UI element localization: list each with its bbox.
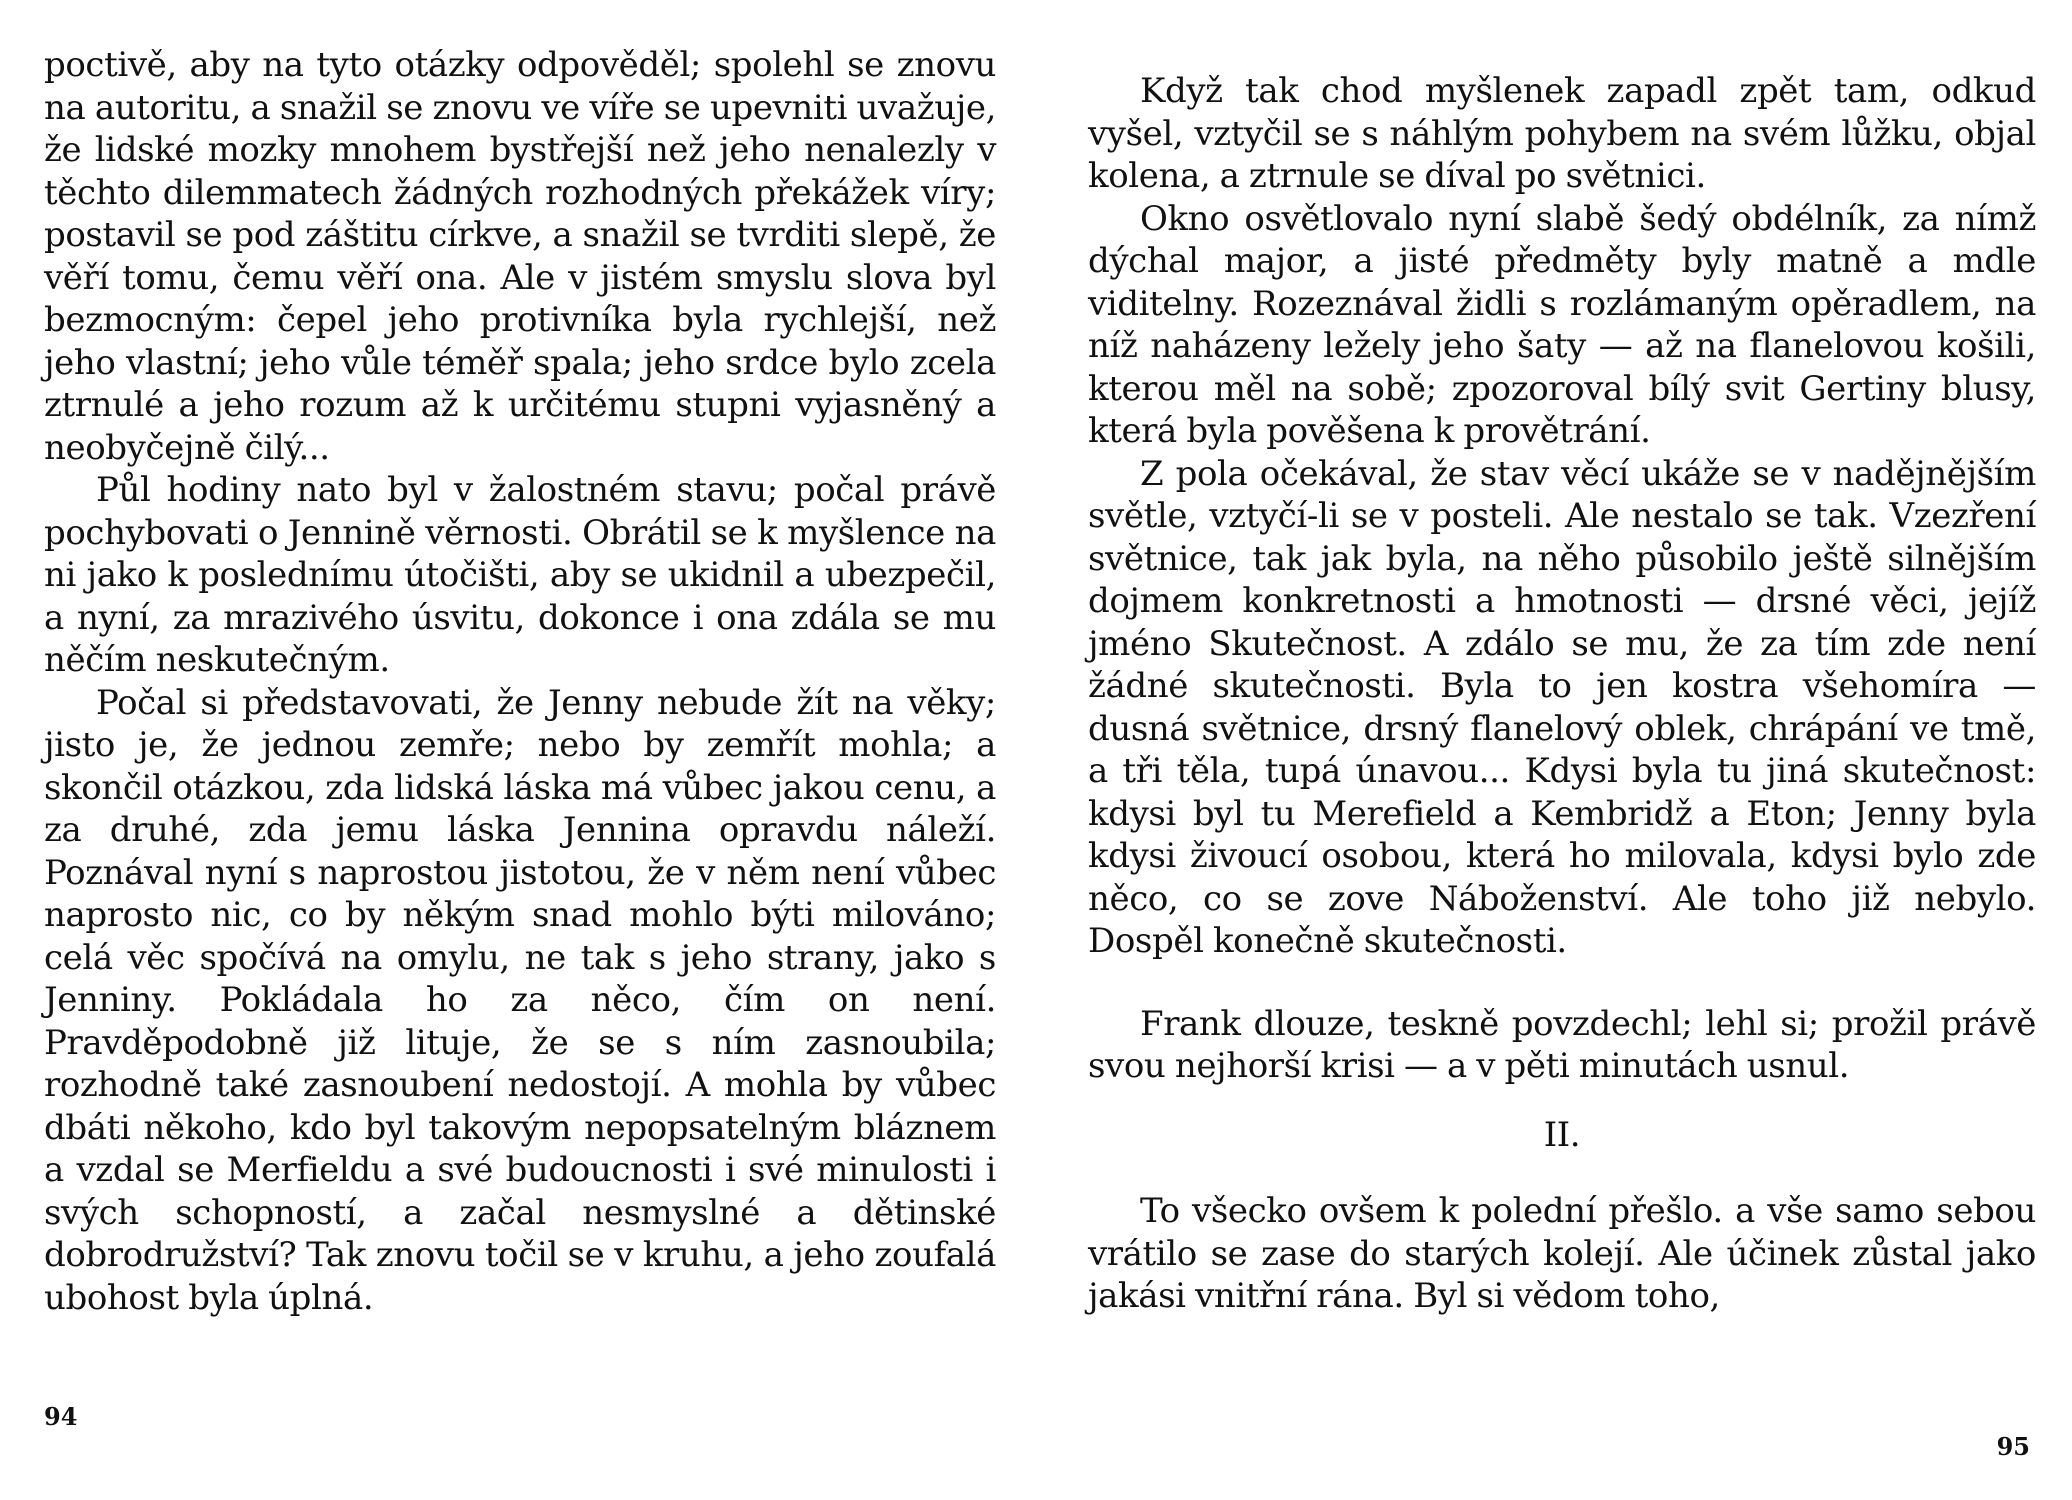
left-page-text xyxy=(44,44,996,1319)
right-paragraph-2: Okno osvětlovalo nyní slabě šedý obdélník, za nímž dýchal major, a jisté předměty byly matně a mdle viditelny. Rozeznával židli s rozlámaným opěradlem, na níž naházeny ležely jeho šaty — až na flanelovou košili, kterou měl na sobě; zpozoroval bílý svit Gertiny blusy, která byla pověšena k provětrání. xyxy=(1088,198,2036,451)
left-paragraph-2: Půl hodiny nato byl v žalostném stavu; počal právě pochybovati o Jennině věrnosti. Obrátil se k myšlence na ni jako k poslednímu útočišti, aby se ukidnil a ubezpečil, a nyní, za mrazivého úsvitu, dokonce i ona zdála se mu něčím neskutečným. xyxy=(44,470,996,680)
right-page xyxy=(1036,0,2072,1500)
right-page-number: 95 xyxy=(1996,1432,2030,1461)
left-paragraph-3: Počal si představovati, že Jenny nebude žít na věky; jisto je, že jednou zemře; nebo by zemřít mohla; a skončil otázkou, zda lidská láska má vůbec jakou cenu, a za druhé, zda jemu láska Jennina opravdu náleží. Poznával nyní s naprostou jistotou, že v něm není vůbec naprosto nic, co by někým snad mohlo býti milováno; celá věc spočívá na omylu, ne tak s jeho strany, jako s Jenniny. Pokládala ho za něco, čím on není. Pravděpodobně již lituje, že se s ním zasnoubila; rozhodně také zasnoubení nedostojí. A mohla by vůbec dbáti někoho, kdo byl takovým nepopsatelným bláznem a vzdal se Merfieldu a své budoucnosti i své minulosti i svých schopností, a začal nesmyslné a dětinské dobrodružství? Tak znovu točil se v kruhu, a jeho zoufalá ubohost byla úplná. xyxy=(44,682,996,1318)
right-paragraph-1: Když tak chod myšlenek zapadl zpět tam, odkud vyšel, vztyčil se s náhlým pohybem na svém lůžku, objal kolena, a ztrnule se díval po světnici. xyxy=(1088,71,2036,196)
right-paragraph-5: To všecko ovšem k polední přešlo. a vše samo sebou vrátilo se zase do starých kolejí. Ale účinek zůstal jako jakási vnitřní rána. Byl si vědom toho, xyxy=(1088,1191,2036,1316)
left-paragraph-1: poctivě, aby na tyto otázky odpověděl; spolehl se znovu na autoritu, a snažil se znovu ve víře se upevniti uvažuje, že lidské mozky mnohem bystřejší než jeho nenalezly v těchto dilemmatech žádných rozhodných překážek víry; postavil se pod záštitu církve, a snažil se tvrditi slepě, že věří tomu, čemu věří ona. Ale v jistém smyslu slova byl bezmocným: čepel jeho protivníka byla rychlejší, než jeho vlastní; jeho vůle téměř spala; jeho srdce bylo zcela ztrnulé a jeho rozum až k určitému stupni vyjasněný a neobyčejně čilý... xyxy=(44,45,996,468)
chapter-heading: II. xyxy=(1543,1114,1581,1155)
left-page-number: 94 xyxy=(44,1402,78,1431)
right-paragraph-3: Z pola očekával, že stav věcí ukáže se v nadějnějším světle, vztyčí-li se v posteli. Ale nestalo se tak. Vzezření světnice, tak jak byla, na něho působilo ještě silnějším dojmem konkretnosti a hmotnosti — drsné věci, jejíž jméno Skutečnost. A zdálo se mu, že za tím zde není žádné skutečnosti. Byla to jen kostra všehomíra — dusná světnice, drsný flanelový oblek, chrápání ve tmě, a tři těla, tupá únavou... Kdysi byla tu jiná skutečnost: kdysi byl tu Merefield a Kembridž a Eton; Jenny byla kdysi živoucí osobou, která ho milovala, kdysi bylo zde něco, co se zove Náboženství. Ale toho již nebylo. Dospěl konečně skutečnosti. xyxy=(1088,453,2036,961)
right-paragraph-4: Frank dlouze, teskně povzdechl; lehl si; prožil právě svou nejhorší krisi — a v pěti minutách usnul. xyxy=(1088,1003,2036,1086)
right-page-text xyxy=(1088,70,2036,1318)
